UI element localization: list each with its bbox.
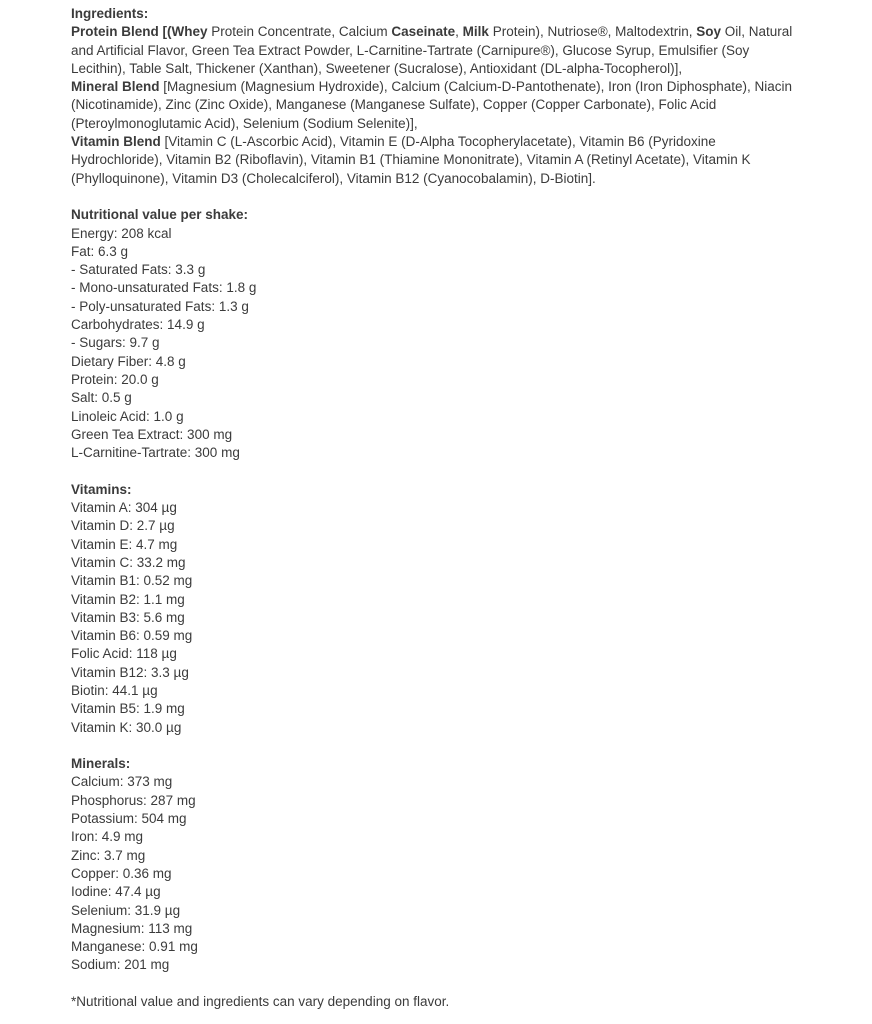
ingredient-text: Oil, Natural and Artificial Flavor, Green Tea Extract Powder, L-Carnitine-Tartrate (Carnipure®), Glucose Syrup, Emulsifier (Soy Lecithin), Table Salt, Thickener (Xanthan), Sweetener (Sucralose), Antioxidant (DL-alpha-Tocopherol)], — [71, 24, 793, 76]
ingredient-text: [Magnesium (Magnesium Hydroxide), Calcium (Calcium-D-Pantothenate), Iron (Iron Diphosphate), Niacin (Nicotinamide), Zinc (Zinc Oxide), Manganese (Manganese Sulfate), Copper (Copper Carbonate), Folic Acid (Pteroylmonoglutamic Acid), Selenium (Sodium Selenite)], — [71, 79, 793, 131]
ingredient-emphasis: Protein Blend [(Whey — [71, 24, 208, 40]
vitamins-list — [71, 499, 802, 737]
nutrient-line: Vitamin B5: 1.9 mg — [71, 701, 185, 717]
nutrient-line: Magnesium: 113 mg — [71, 920, 193, 936]
nutrient-line: - Sugars: 9.7 g — [71, 335, 160, 351]
minerals-section — [71, 755, 802, 975]
ingredient-blend-paragraph — [71, 133, 802, 188]
nutrition-list — [71, 225, 802, 463]
nutrition-section — [71, 206, 802, 462]
minerals-heading: Minerals: — [71, 756, 131, 772]
nutrient-line: Vitamin D: 2.7 µg — [71, 518, 175, 534]
ingredients-section — [71, 5, 802, 188]
ingredient-blend-paragraph — [71, 23, 802, 78]
nutrient-line: Selenium: 31.9 µg — [71, 902, 181, 918]
ingredient-emphasis: Milk — [462, 24, 489, 40]
nutrient-line: Biotin: 44.1 µg — [71, 682, 158, 698]
nutrient-line: Manganese: 0.91 mg — [71, 939, 198, 955]
nutrient-line: - Mono-unsaturated Fats: 1.8 g — [71, 280, 257, 296]
nutrient-line: Phosphorus: 287 mg — [71, 792, 196, 808]
ingredients-heading: Ingredients: — [71, 6, 149, 21]
ingredient-emphasis: Caseinate — [391, 24, 456, 40]
minerals-list — [71, 773, 802, 974]
vitamins-heading: Vitamins: — [71, 481, 132, 497]
nutrient-line: Salt: 0.5 g — [71, 390, 132, 406]
nutrient-line: Vitamin B3: 5.6 mg — [71, 609, 185, 625]
nutrient-line: - Poly-unsaturated Fats: 1.3 g — [71, 298, 249, 314]
ingredient-blend-paragraph — [71, 78, 802, 133]
nutrient-line: Green Tea Extract: 300 mg — [71, 426, 233, 442]
nutrient-line: Vitamin B1: 0.52 mg — [71, 573, 193, 589]
ingredient-text: [Vitamin C (L-Ascorbic Acid), Vitamin E (D-Alpha Tocopherylacetate), Vitamin B6 (Pyridoxine Hydrochloride), Vitamin B2 (Riboflavin), Vitamin B1 (Thiamine Mononitrate), Vitamin A (Retinyl Acetate), Vitamin K (Phylloquinone), Vitamin D3 (Cholecalciferol), Vitamin B12 (Cyanocobalamin), D-Biotin]. — [71, 134, 751, 186]
nutrient-line: Folic Acid: 118 µg — [71, 646, 177, 662]
nutrient-line: Dietary Fiber: 4.8 g — [71, 353, 186, 369]
nutrient-line: Copper: 0.36 mg — [71, 865, 172, 881]
nutrient-line: L-Carnitine-Tartrate: 300 mg — [71, 445, 240, 461]
nutrient-line: Vitamin C: 33.2 mg — [71, 554, 186, 570]
nutrition-heading: Nutritional value per shake: — [71, 207, 249, 223]
product-nutrition-document — [71, 5, 802, 1011]
flavor-disclaimer: *Nutritional value and ingredients can vary depending on flavor. — [71, 994, 450, 1010]
ingredient-text: Protein Concentrate, Calcium — [207, 24, 392, 40]
nutrient-line: Zinc: 3.7 mg — [71, 847, 146, 863]
nutrient-line: Vitamin E: 4.7 mg — [71, 536, 178, 552]
nutrient-line: Iodine: 47.4 µg — [71, 884, 161, 900]
nutrient-line: Carbohydrates: 14.9 g — [71, 317, 205, 333]
ingredient-emphasis: Mineral Blend — [71, 79, 160, 95]
ingredients-text — [71, 23, 802, 188]
nutrient-line: - Saturated Fats: 3.3 g — [71, 262, 206, 278]
nutrient-line: Vitamin A: 304 µg — [71, 500, 177, 516]
nutrient-line: Fat: 6.3 g — [71, 243, 129, 259]
ingredient-text: , — [455, 24, 463, 40]
nutrient-line: Protein: 20.0 g — [71, 371, 159, 387]
vitamins-section — [71, 481, 802, 737]
nutrient-line: Vitamin B6: 0.59 mg — [71, 628, 193, 644]
nutrient-line: Potassium: 504 mg — [71, 811, 187, 827]
nutrient-line: Iron: 4.9 mg — [71, 829, 144, 845]
nutrient-line: Energy: 208 kcal — [71, 225, 172, 241]
ingredient-emphasis: Vitamin Blend — [71, 134, 161, 150]
ingredient-text: Protein), Nutriose®, Maltodextrin, — [488, 24, 697, 40]
ingredient-emphasis: Soy — [696, 24, 721, 40]
nutrient-line: Vitamin B12: 3.3 µg — [71, 664, 189, 680]
nutrient-line: Sodium: 201 mg — [71, 957, 170, 973]
nutrient-line: Linoleic Acid: 1.0 g — [71, 408, 184, 424]
nutrient-line: Vitamin B2: 1.1 mg — [71, 591, 185, 607]
nutrient-line: Vitamin K: 30.0 µg — [71, 719, 182, 735]
nutrient-line: Calcium: 373 mg — [71, 774, 173, 790]
